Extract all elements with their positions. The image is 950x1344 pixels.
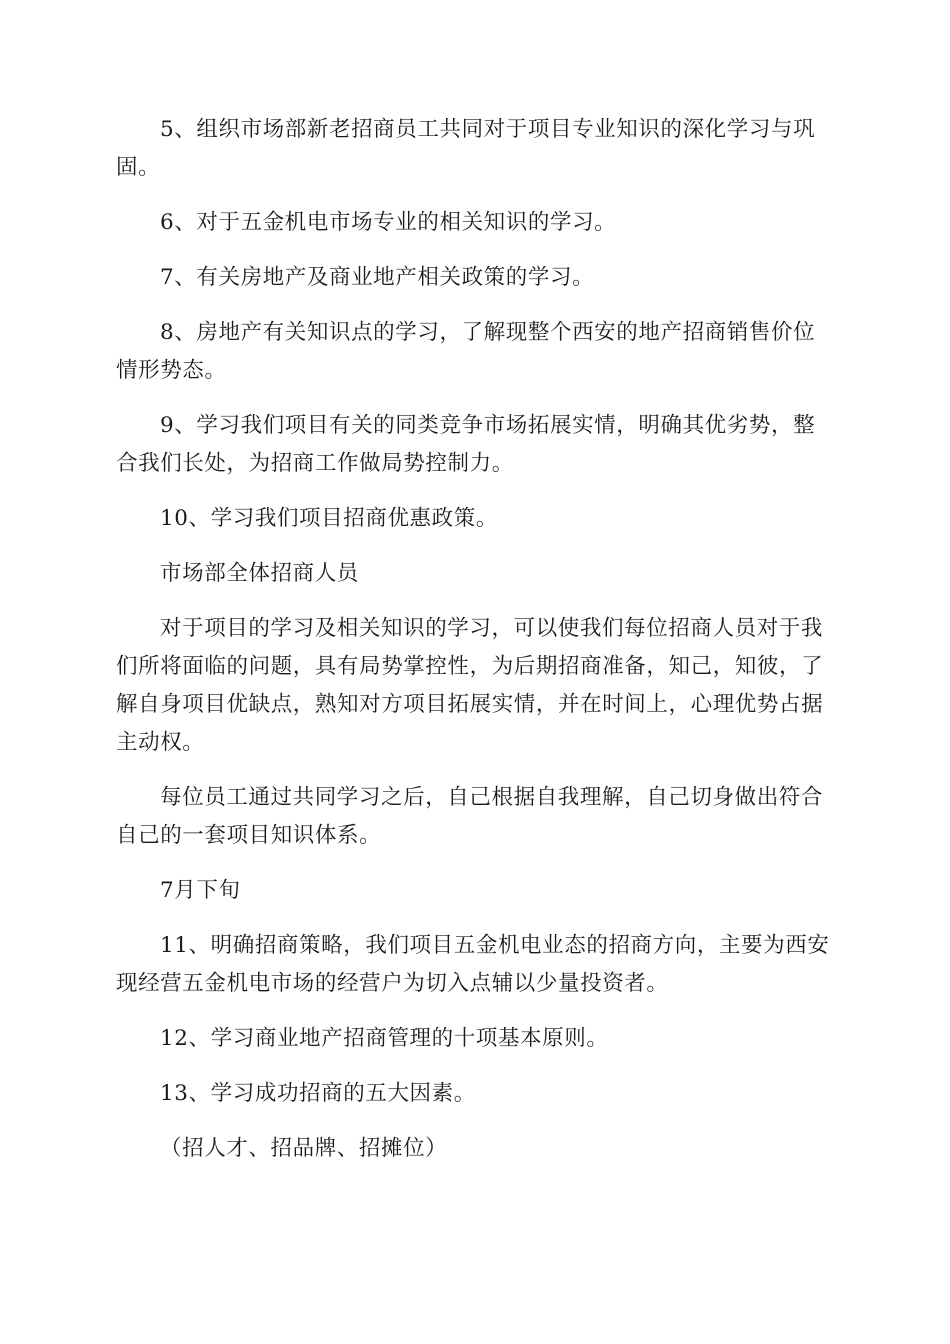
paragraph-item-10: 10、学习我们项目招商优惠政策。: [160, 506, 498, 531]
paragraph-item-13: 13、学习成功招商的五大因素。: [160, 1081, 476, 1106]
paragraph-knowledge-system: 每位员工通过共同学习之后，自己根据自我理解，自己切身做出符合自己的一套项目知识体系。: [116, 785, 824, 848]
paragraph-learning-benefit: 对于项目的学习及相关知识的学习，可以使我们每位招商人员对于我们所将面临的问题，具有局势掌控性，为后期招商准备，知己，知彼，了解自身项目优缺点，熟知对方项目拓展实情，并在时间上，心理优势占据主动权。: [116, 616, 824, 755]
section-heading-staff: 市场部全体招商人员: [160, 561, 359, 586]
paragraph-item-12: 12、学习商业地产招商管理的十项基本原则。: [160, 1026, 609, 1051]
paragraph-item-6: 6、对于五金机电市场专业的相关知识的学习。: [160, 210, 617, 235]
paragraph-item-11: 11、明确招商策略，我们项目五金机电业态的招商方向，主要为西安现经营五金机电市场的经营户为切入点辅以少量投资者。: [116, 933, 830, 996]
document-body: [116, 111, 836, 1185]
paragraph-item-5: 5、组织市场部新老招商员工共同对于项目专业知识的深化学习与巩固。: [116, 117, 816, 180]
paragraph-item-8: 8、房地产有关知识点的学习，了解现整个西安的地产招商销售价位情形势态。: [116, 320, 816, 383]
paragraph-item-7: 7、有关房地产及商业地产相关政策的学习。: [160, 265, 595, 290]
paragraph-note: （招人才、招品牌、招摊位）: [160, 1136, 448, 1161]
section-heading-late-july: 7月下旬: [160, 878, 241, 903]
paragraph-item-9: 9、学习我们项目有关的同类竞争市场拓展实情，明确其优劣势，整合我们长处，为招商工作做局势控制力。: [116, 413, 816, 476]
